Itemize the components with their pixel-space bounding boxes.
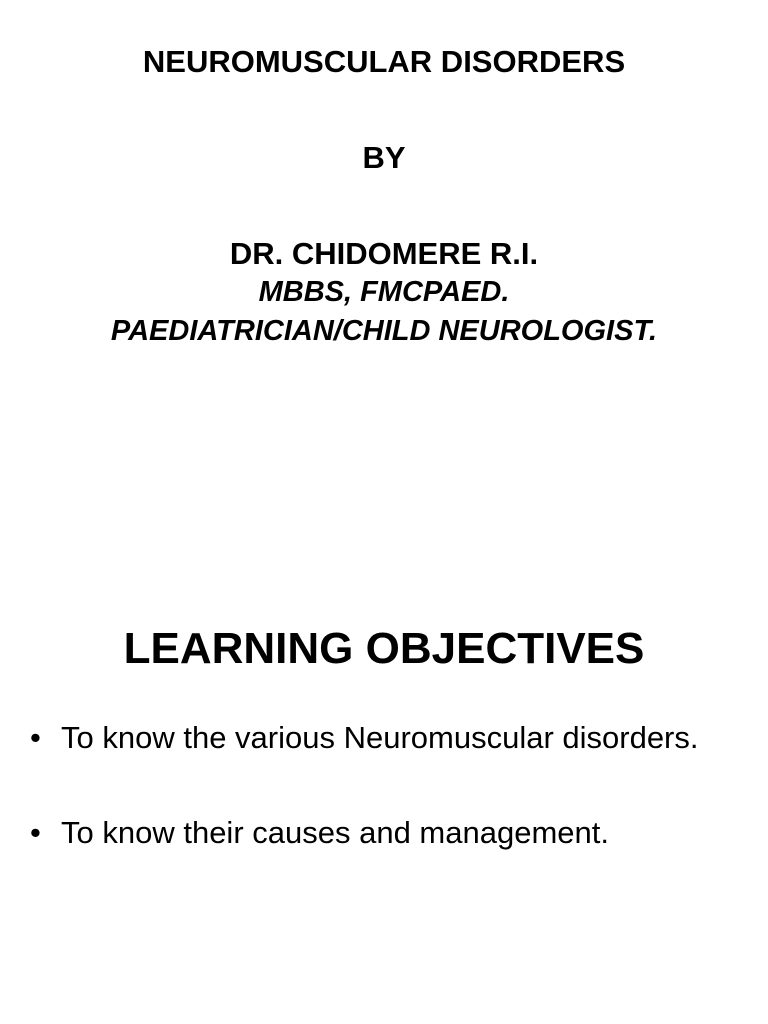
objective-item [28,717,728,758]
author-position: PAEDIATRICIAN/CHILD NEUROLOGIST. [110,315,658,347]
objectives-slide [0,512,768,1024]
objective-item [28,812,728,853]
bullet-icon: • [30,720,41,755]
objective-text: To know the various Neuromuscular disorders. [61,720,699,755]
bullet-icon: • [30,815,41,850]
byline-label: BY [362,140,406,175]
author-credentials: MBBS, FMCPAED. [258,276,510,308]
presentation-title: NEUROMUSCULAR DISORDERS [142,44,626,79]
objectives-list [28,717,728,907]
objective-text: To know their causes and management. [61,815,609,850]
objectives-heading: LEARNING OBJECTIVES [123,624,645,673]
author-name: DR. CHIDOMERE R.I. [229,236,539,271]
